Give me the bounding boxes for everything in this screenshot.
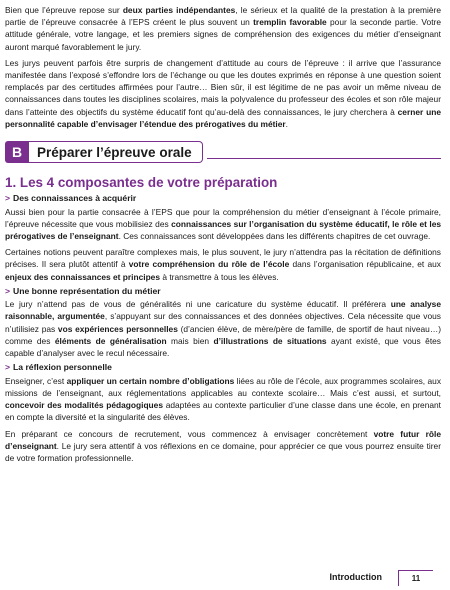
text-run: adaptées au contexte particulier d’une classe dans une école, en prenant en compte la diversité et la singularité des élèves.	[5, 400, 441, 423]
subheading	[5, 193, 441, 205]
text-run: mais bien	[166, 335, 214, 346]
subheading	[5, 362, 441, 374]
chevron-right-icon: >	[5, 362, 11, 373]
text-run: Les jurys peuvent parfois être surpris de changement d’attitude au cours de l’épreuve : il arrive que l’assurance manifestée dans l’exposé s’effondre lors de l’échange ou que les doutes exprimés en réponse à une question soient remplacés par des certitudes affirmées pour l’autre… Bien sûr, il est légitime de ne pas avoir un même niveau de connaissances dans toutes les disciplines scolaires, mais la polyvalence du professeur des écoles et son rôle majeur dans l’atteinte des objectifs du système éducatif font qu’au-delà des connaissances, le jury cherchera à	[5, 57, 441, 117]
page-content	[5, 4, 441, 464]
intro-text	[5, 4, 441, 130]
section-heading	[5, 141, 441, 163]
paragraph	[5, 4, 441, 53]
chevron-right-icon: >	[5, 285, 11, 296]
subsections	[5, 193, 441, 464]
text-run: Bien que l’épreuve repose sur	[5, 5, 123, 15]
chevron-right-icon: >	[5, 193, 11, 204]
page-footer	[0, 570, 450, 586]
subheading	[5, 286, 441, 298]
text-run: pour la seconde partie. Votre attitude générale, votre langage, et les premiers signes de compréhension des exigences du métier d’enseignant auront marqué favorablement le jury.	[5, 17, 441, 52]
text-run: Enseigner, c’est	[5, 375, 67, 386]
subsection-title: 1. Les 4 composantes de votre préparation	[5, 175, 278, 191]
paragraph	[5, 206, 441, 243]
section-letter: B	[5, 141, 29, 163]
paragraph	[5, 428, 441, 465]
bold-text: enjeux des connaissances et principes	[5, 271, 161, 282]
text-run: . Le jury sera attentif à vos réflexions en ce domaine, pour apprécier ce que vous pourrez ensuite tirer de votre formation professionnelle.	[5, 440, 441, 463]
bold-text: vos expériences personnelles	[57, 323, 178, 334]
bold-text: votre futur rôle d’enseignant	[5, 428, 441, 451]
section-title: Préparer l’épreuve orale	[29, 141, 203, 163]
bold-text: appliquer un certain nombre d’obligations	[66, 375, 235, 386]
paragraph	[5, 375, 441, 424]
page-number: 11	[398, 570, 433, 586]
text-run: , le sérieux et la qualité de la prestation à la première partie de l’épreuve consacrée à l’EPS créent le plus souvent un	[5, 5, 441, 28]
text-run: En préparant ce concours de recrutement, vous commencez à envisager concrètement	[5, 428, 374, 439]
bold-text: d’illustrations de situations	[213, 335, 327, 346]
bold-text: deux parties indépendantes	[122, 5, 236, 15]
text-run: , s’appuyant sur des connaissances et des données objectives. Cela nécessite que vous n’utilisiez pas	[5, 311, 441, 334]
bold-text: tremplin favorable	[253, 17, 327, 28]
bold-text: concevoir des modalités pédagogiques	[5, 400, 163, 411]
text-run: ayant existé, que vous êtes capable d’analyser avec le recul nécessaire.	[5, 335, 441, 359]
text-run: .	[285, 118, 288, 129]
subheading-text: La réflexion personnelle	[13, 362, 112, 373]
paragraph	[5, 298, 441, 359]
text-run: Aussi bien pour la partie consacrée à l’EPS que pour la compréhension du métier d’enseignant à l’école primaire, l’épreuve nécessite que vous mobilisiez des	[5, 206, 441, 229]
text-run: . Ces connaissances sont développées dans les différents chapitres de cet ouvrage.	[118, 230, 431, 241]
bold-text: votre compréhension du rôle de l’école	[128, 259, 290, 270]
text-run: liées au rôle de l’école, aux programmes scolaires, aux missions de l’enseignant, aux réglementations applicables au contexte scolaire… Mais c’est aussi, et surtout,	[5, 375, 442, 398]
text-run: Le jury n’attend pas de vous de généralités ni une caricature du système éducatif. Il préférera	[5, 299, 391, 310]
subheading-text: Des connaissances à acquérir	[13, 193, 137, 204]
section-rule	[207, 158, 441, 159]
bold-text: éléments de généralisation	[54, 335, 167, 346]
footer-label: Introduction	[329, 572, 382, 582]
subheading-text: Une bonne représentation du métier	[13, 285, 161, 296]
paragraph	[5, 57, 441, 130]
bold-text: cerner une personnalité capable d’envisager l’étendue des prérogatives du métier	[5, 106, 442, 129]
paragraph	[5, 246, 441, 283]
bold-text: une analyse raisonnable, argumentée	[5, 299, 441, 322]
text-run: (d’ancien élève, de mère/père de famille, de sportif de haut niveau…) comme des	[5, 323, 441, 346]
text-run: à transmettre à tous les élèves.	[160, 271, 279, 282]
text-run: Certaines notions peuvent paraître complexes mais, le plus souvent, le jury n’attendra pas la récitation de définitions précises. Il sera plutôt attentif à	[5, 247, 441, 270]
text-run: dans l’organisation républicaine, et aux	[289, 259, 441, 270]
bold-text: connaissances sur l’organisation du système éducatif, le rôle et les prérogatives de l’enseignant	[5, 218, 442, 241]
